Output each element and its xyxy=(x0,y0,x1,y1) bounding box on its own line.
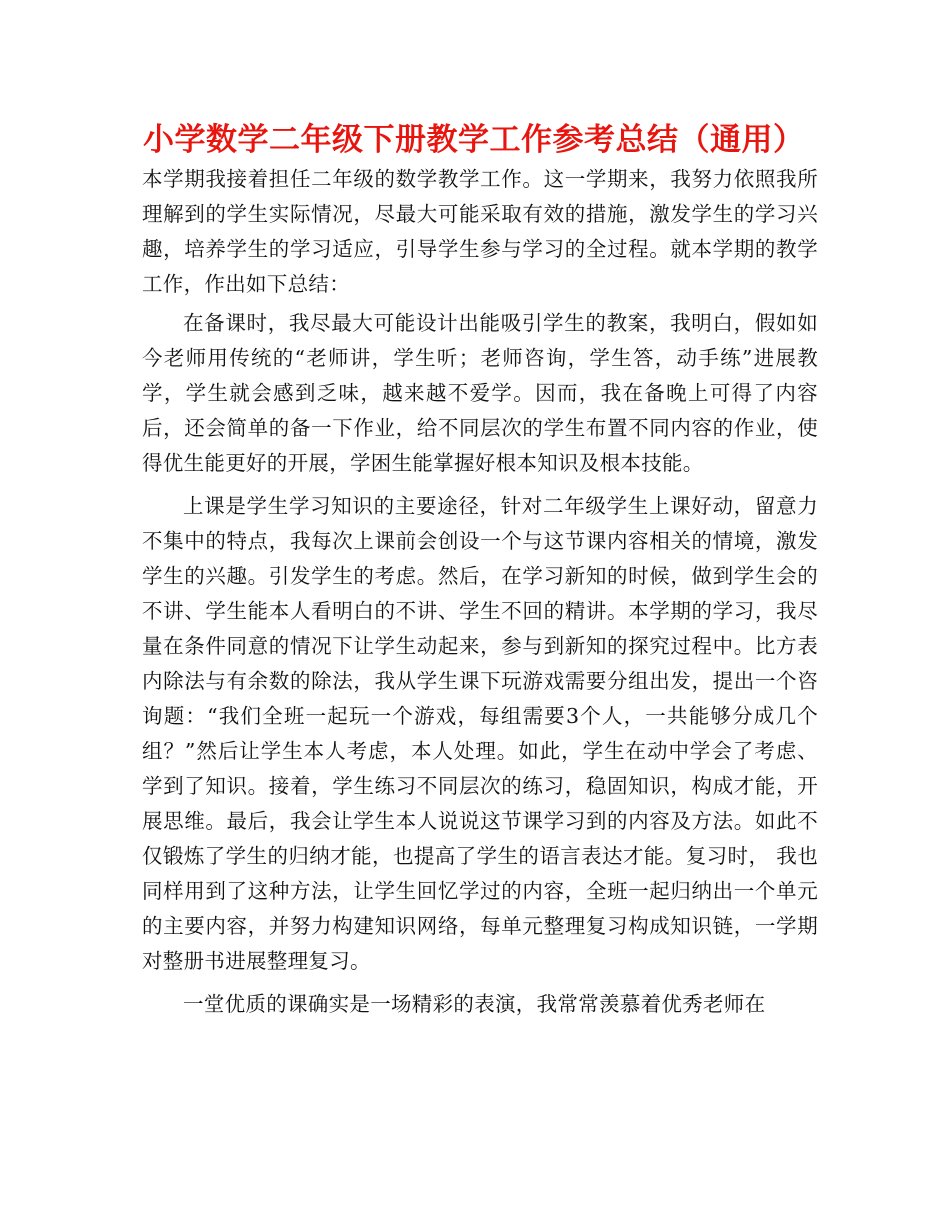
paragraph-lesson-prep: 在备课时，我尽最大可能设计出能吸引学生的教案，我明白，假如如今老师用传统的“老师讲，学生听；老师咨询，学生答，动手练”进展教学，学生就会感到乏味，越来越不爱学。因而，我在备晚上可得了内容后，还会简单的备一下作业，给不同层次的学生布置不同内容的作业，使得优生能更好的开展，学困生能掌握好根本知识及根本技能。 xyxy=(142,311,818,475)
document-body xyxy=(142,162,818,1022)
paragraph-intro: 本学期我接着担任二年级的数学教学工作。这一学期来，我努力依照我所理解到的学生实际情况，尽最大可能采取有效的措施，激发学生的学习兴趣，培养学生的学习适应，引导学生参与学习的全过程。就本学期的教学工作，作出如下总结： xyxy=(142,167,818,296)
document-title: 小学数学二年级下册教学工作参考总结（通用） xyxy=(143,122,805,158)
paragraph-classroom: 上课是学生学习知识的主要途径，针对二年级学生上课好动，留意力不集中的特点，我每次上课前会创设一个与这节课内容相关的情境，激发学生的兴趣。引发学生的考虑。然后，在学习新知的时候，做到学生会的不讲、学生能本人看明白的不讲、学生不回的精讲。本学期的学习，我尽量在条件同意的情况下让学生动起来，参与到新知的探究过程中。比方表内除法与有余数的除法，我从学生课下玩游戏需要分组出发，提出一个咨询题：“我们全班一起玩一个游戏，每组需要3个人，一共能够分成几个组？”然后让学生本人考虑，本人处理。如此，学生在动中学会了考虑、学到了知识。接着，学生练习不同层次的练习，稳固知识，构成才能，开展思维。最后，我会让学生本人说说这节课学习到的内容及方法。如此不仅锻炼了学生的归纳才能，也提高了学生的语言表达才能。复习时， 我也同样用到了这种方法，让学生回忆学过的内容，全班一起归纳出一个单元的主要内容，并努力构建知识网络，每单元整理复习构成知识链，一学期对整册书进展整理复习。 xyxy=(142,494,818,973)
paragraph-quality-lesson: 一堂优质的课确实是一场精彩的表演，我常常羡慕着优秀老师在 xyxy=(183,992,766,1016)
